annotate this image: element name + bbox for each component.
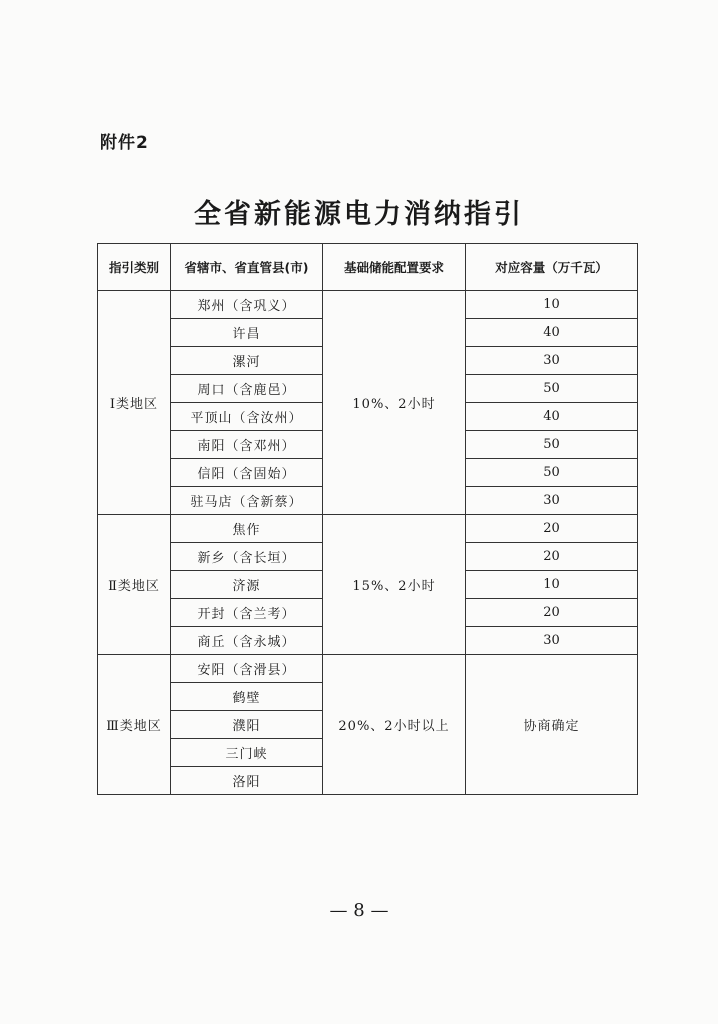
city-cell: 濮阳: [171, 711, 323, 739]
table-row: [98, 515, 638, 543]
city-cell: 安阳（含滑县）: [171, 655, 323, 683]
page-number: — 8 —: [329, 900, 389, 921]
city-cell: 商丘（含永城）: [171, 627, 323, 655]
city-cell: 焦作: [171, 515, 323, 543]
city-cell: 信阳（含固始）: [171, 459, 323, 487]
city-cell: 南阳（含邓州）: [171, 431, 323, 459]
capacity-cell: 20: [466, 599, 638, 627]
column-header-category: 指引类别: [98, 244, 171, 291]
city-cell: 济源: [171, 571, 323, 599]
capacity-cell: 10: [466, 291, 638, 319]
city-cell: 开封（含兰考）: [171, 599, 323, 627]
document-title: 全省新能源电力消纳指引: [194, 199, 524, 230]
column-header-storage: 基础储能配置要求: [323, 244, 466, 291]
attachment-label: 附件2: [100, 133, 149, 153]
capacity-cell: 30: [466, 487, 638, 515]
capacity-cell: 30: [466, 347, 638, 375]
city-cell: 漯河: [171, 347, 323, 375]
capacity-cell: 10: [466, 571, 638, 599]
column-header-capacity: 对应容量（万千瓦）: [466, 244, 638, 291]
table-header-row: [98, 244, 638, 291]
city-cell: 鹤壁: [171, 683, 323, 711]
capacity-cell: 50: [466, 375, 638, 403]
capacity-cell: 20: [466, 515, 638, 543]
city-cell: 郑州（含巩义）: [171, 291, 323, 319]
region-category-cell: Ⅱ类地区: [98, 515, 171, 655]
capacity-negotiated-cell: 协商确定: [466, 655, 638, 795]
consumption-guide-table: [97, 243, 638, 795]
capacity-cell: 40: [466, 319, 638, 347]
storage-requirement-cell: 20%、2小时以上: [323, 655, 466, 795]
capacity-cell: 20: [466, 543, 638, 571]
capacity-cell: 50: [466, 459, 638, 487]
capacity-cell: 30: [466, 627, 638, 655]
city-cell: 新乡（含长垣）: [171, 543, 323, 571]
capacity-cell: 50: [466, 431, 638, 459]
capacity-cell: 40: [466, 403, 638, 431]
storage-requirement-cell: 10%、2小时: [323, 291, 466, 515]
column-header-city: 省辖市、省直管县(市): [171, 244, 323, 291]
city-cell: 周口（含鹿邑）: [171, 375, 323, 403]
storage-requirement-cell: 15%、2小时: [323, 515, 466, 655]
region-category-cell: Ⅰ类地区: [98, 291, 171, 515]
table-row: [98, 291, 638, 319]
city-cell: 驻马店（含新蔡）: [171, 487, 323, 515]
table-row: [98, 655, 638, 683]
city-cell: 洛阳: [171, 767, 323, 795]
city-cell: 许昌: [171, 319, 323, 347]
city-cell: 平顶山（含汝州）: [171, 403, 323, 431]
city-cell: 三门峡: [171, 739, 323, 767]
region-category-cell: Ⅲ类地区: [98, 655, 171, 795]
